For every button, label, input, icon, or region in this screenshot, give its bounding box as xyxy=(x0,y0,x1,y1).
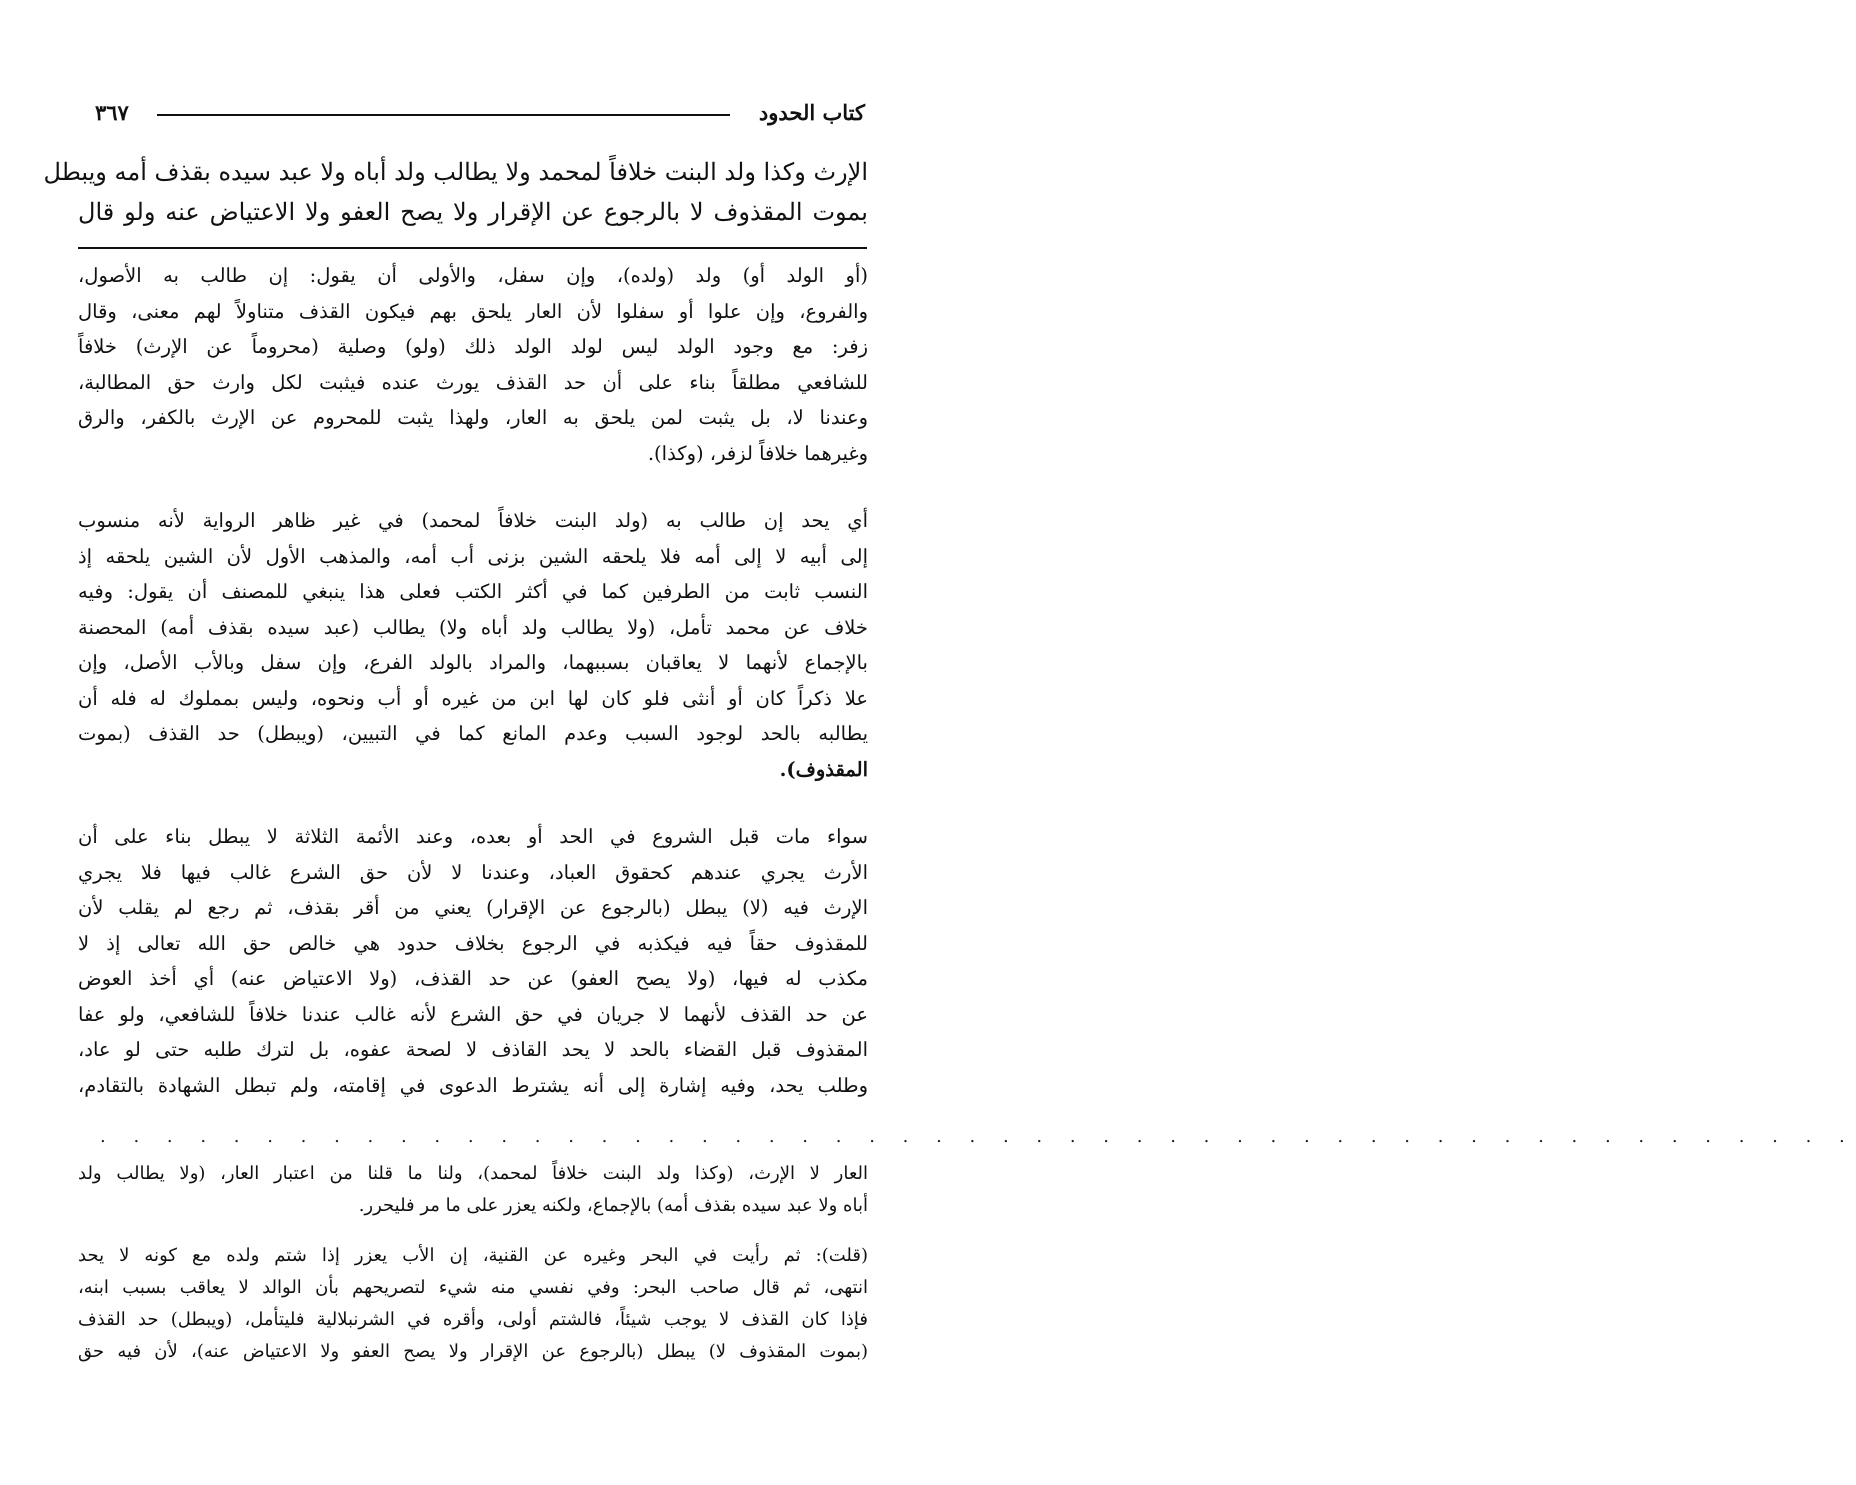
commentary-line: وغيرهما خلافاً لزفر، (وكذا). xyxy=(647,441,868,465)
commentary-line: إلى أبيه لا إلى أمه فلا يلحقه الشين بزنى أب أمه، والمذهب الأول لأن الشين يلحقه إذ xyxy=(78,544,868,568)
commentary-paragraph-2 xyxy=(78,503,868,787)
footnote-separator: . . . . . . . . . . . . . . . . . . . . . . . . . . . . . . . . . . . . . . . . . . . . . . . . . . . . . xyxy=(100,1126,1856,1147)
commentary-line: المقذوف). xyxy=(779,757,868,781)
commentary-line: للمقذوف حقاً فيه فيكذبه في الرجوع بخلاف حدود هي خالص حق الله تعالى إذ لا xyxy=(78,931,868,955)
commentary-line: والفروع، وإن علوا أو سفلوا لأن العار يلحق بهم فيكون القذف متناولاً لهم معنى، وقال xyxy=(78,299,868,323)
commentary-line: النسب ثابت من الطرفين كما في أكثر الكتب فعلى هذا ينبغي للمصنف أن يقول: وفيه xyxy=(78,580,868,603)
commentary-line: وعندنا لا، بل يثبت لمن يلحق به العار، ولهذا يثبت للمحروم عن الإرث بالكفر، والرق xyxy=(78,406,868,429)
footnote-paragraph-2 xyxy=(78,1240,868,1368)
commentary-line: يطالبه بالحد لوجود السبب وعدم المانع كما في التبيين، (ويبطل) حد القذف (بموت xyxy=(78,722,868,745)
footnote-line: (بموت المقذوف لا) يبطل (بالرجوع عن الإقرار ولا يصح العفو ولا الاعتياض عنه)، لأن فيه حق xyxy=(78,1341,868,1362)
footnote-line: العار لا الإرث، (وكذا ولد البنت خلافاً لمحمد)، ولنا ما قلنا من اعتبار العار، (ولا يطالب ولد xyxy=(78,1163,868,1184)
header-rule xyxy=(157,114,730,116)
main-commentary-divider xyxy=(78,247,867,249)
commentary-line: علا ذكراً كان أو أنثى فلو كان لها ابن من غيره أو أب ونحوه، وليس بمملوك له فله أن xyxy=(78,686,868,710)
commentary-line: عن حد القذف لأنهما لا جريان في حق الشرع لأنه غالب عندنا خلافاً للشافعي، ولو عفا xyxy=(78,1002,868,1026)
footnote-line: فإذا كان القذف لا يوجب شيئاً، فالشتم أولى، وأقره في الشرنبلالية فليتأمل، (ويبطل) حد القذف xyxy=(78,1309,868,1330)
page-number: ٣٦٧ xyxy=(95,100,129,125)
commentary-paragraph-1 xyxy=(78,258,868,471)
main-text xyxy=(43,152,868,232)
page-header xyxy=(95,100,865,130)
commentary-line: وطلب يحد، وفيه إشارة إلى أنه يشترط الدعوى في إقامته، ولم تبطل الشهادة بالتقادم، xyxy=(78,1073,868,1097)
main-line: الإرث وكذا ولد البنت خلافاً لمحمد ولا يطالب ولد أباه ولا عبد سيده بقذف أمه ويبطل xyxy=(43,158,868,186)
footnote-line: أباه ولا عبد سيده بقذف أمه) بالإجماع، ولكنه يعزر على ما مر فليحرر. xyxy=(358,1195,868,1216)
commentary-line: مكذب له فيها، (ولا يصح العفو) عن حد القذف، (ولا الاعتياض عنه) أي أخذ العوض xyxy=(78,967,868,990)
footnote-line: انتهى، ثم قال صاحب البحر: وفي نفسي منه شيء لتصريحهم بأن الوالد لا يعاقب بسبب ابنه، xyxy=(78,1277,868,1298)
commentary-paragraph-3 xyxy=(78,819,868,1103)
footnote-paragraph-1 xyxy=(78,1158,868,1222)
commentary-line: المقذوف قبل القضاء بالحد لا يحد القاذف لا لصحة عفوه، بل لترك طلبه حتى لو عاد، xyxy=(78,1038,868,1061)
commentary-line: الأرث يجري عندهم كحقوق العباد، وعندنا لا لأن حق الشرع غالب فيها فلا يجري xyxy=(78,860,868,884)
commentary-line: سواء مات قبل الشروع في الحد أو بعده، وعند الأئمة الثلاثة لا يبطل بناء على أن xyxy=(78,825,868,848)
commentary-line: أي يحد إن طالب به (ولد البنت خلافاً لمحمد) في غير ظاهر الرواية لأنه منسوب xyxy=(78,509,868,532)
commentary-line: زفر: مع وجود الولد ليس لولد الولد ذلك (ولو) وصلية (محروماً عن الإرث) خلافاً xyxy=(78,335,868,358)
chapter-title: كتاب الحدود xyxy=(758,100,865,125)
commentary-line: بالإجماع لأنهما لا يعاقبان بسببهما، والمراد بالولد الفرع، وإن سفل وبالأب الأصل، وإن xyxy=(78,651,868,674)
commentary-line: خلاف عن محمد تأمل، (ولا يطالب ولد أباه ولا) يطالب (عبد سيده بقذف أمه) المحصنة xyxy=(78,615,868,639)
main-line: بموت المقذوف لا بالرجوع عن الإقرار ولا يصح العفو ولا الاعتياض عنه ولو قال xyxy=(78,198,868,226)
commentary-line: الإرث فيه (لا) يبطل (بالرجوع عن الإقرار) يعني من أقر بقذف، ثم رجع لم يقلب لأن xyxy=(78,896,868,919)
commentary-line: للشافعي مطلقاً بناء على أن حد القذف يورث عنده فيثبت لكل وارث حق المطالبة، xyxy=(78,370,868,394)
commentary-line: (أو الولد أو) ولد (ولده)، وإن سفل، والأولى أن يقول: إن طالب به الأصول، xyxy=(78,264,868,287)
footnote-line: (قلت): ثم رأيت في البحر وغيره عن القنية، إن الأب يعزر إذا شتم ولده مع كونه لا يحد xyxy=(78,1245,868,1266)
